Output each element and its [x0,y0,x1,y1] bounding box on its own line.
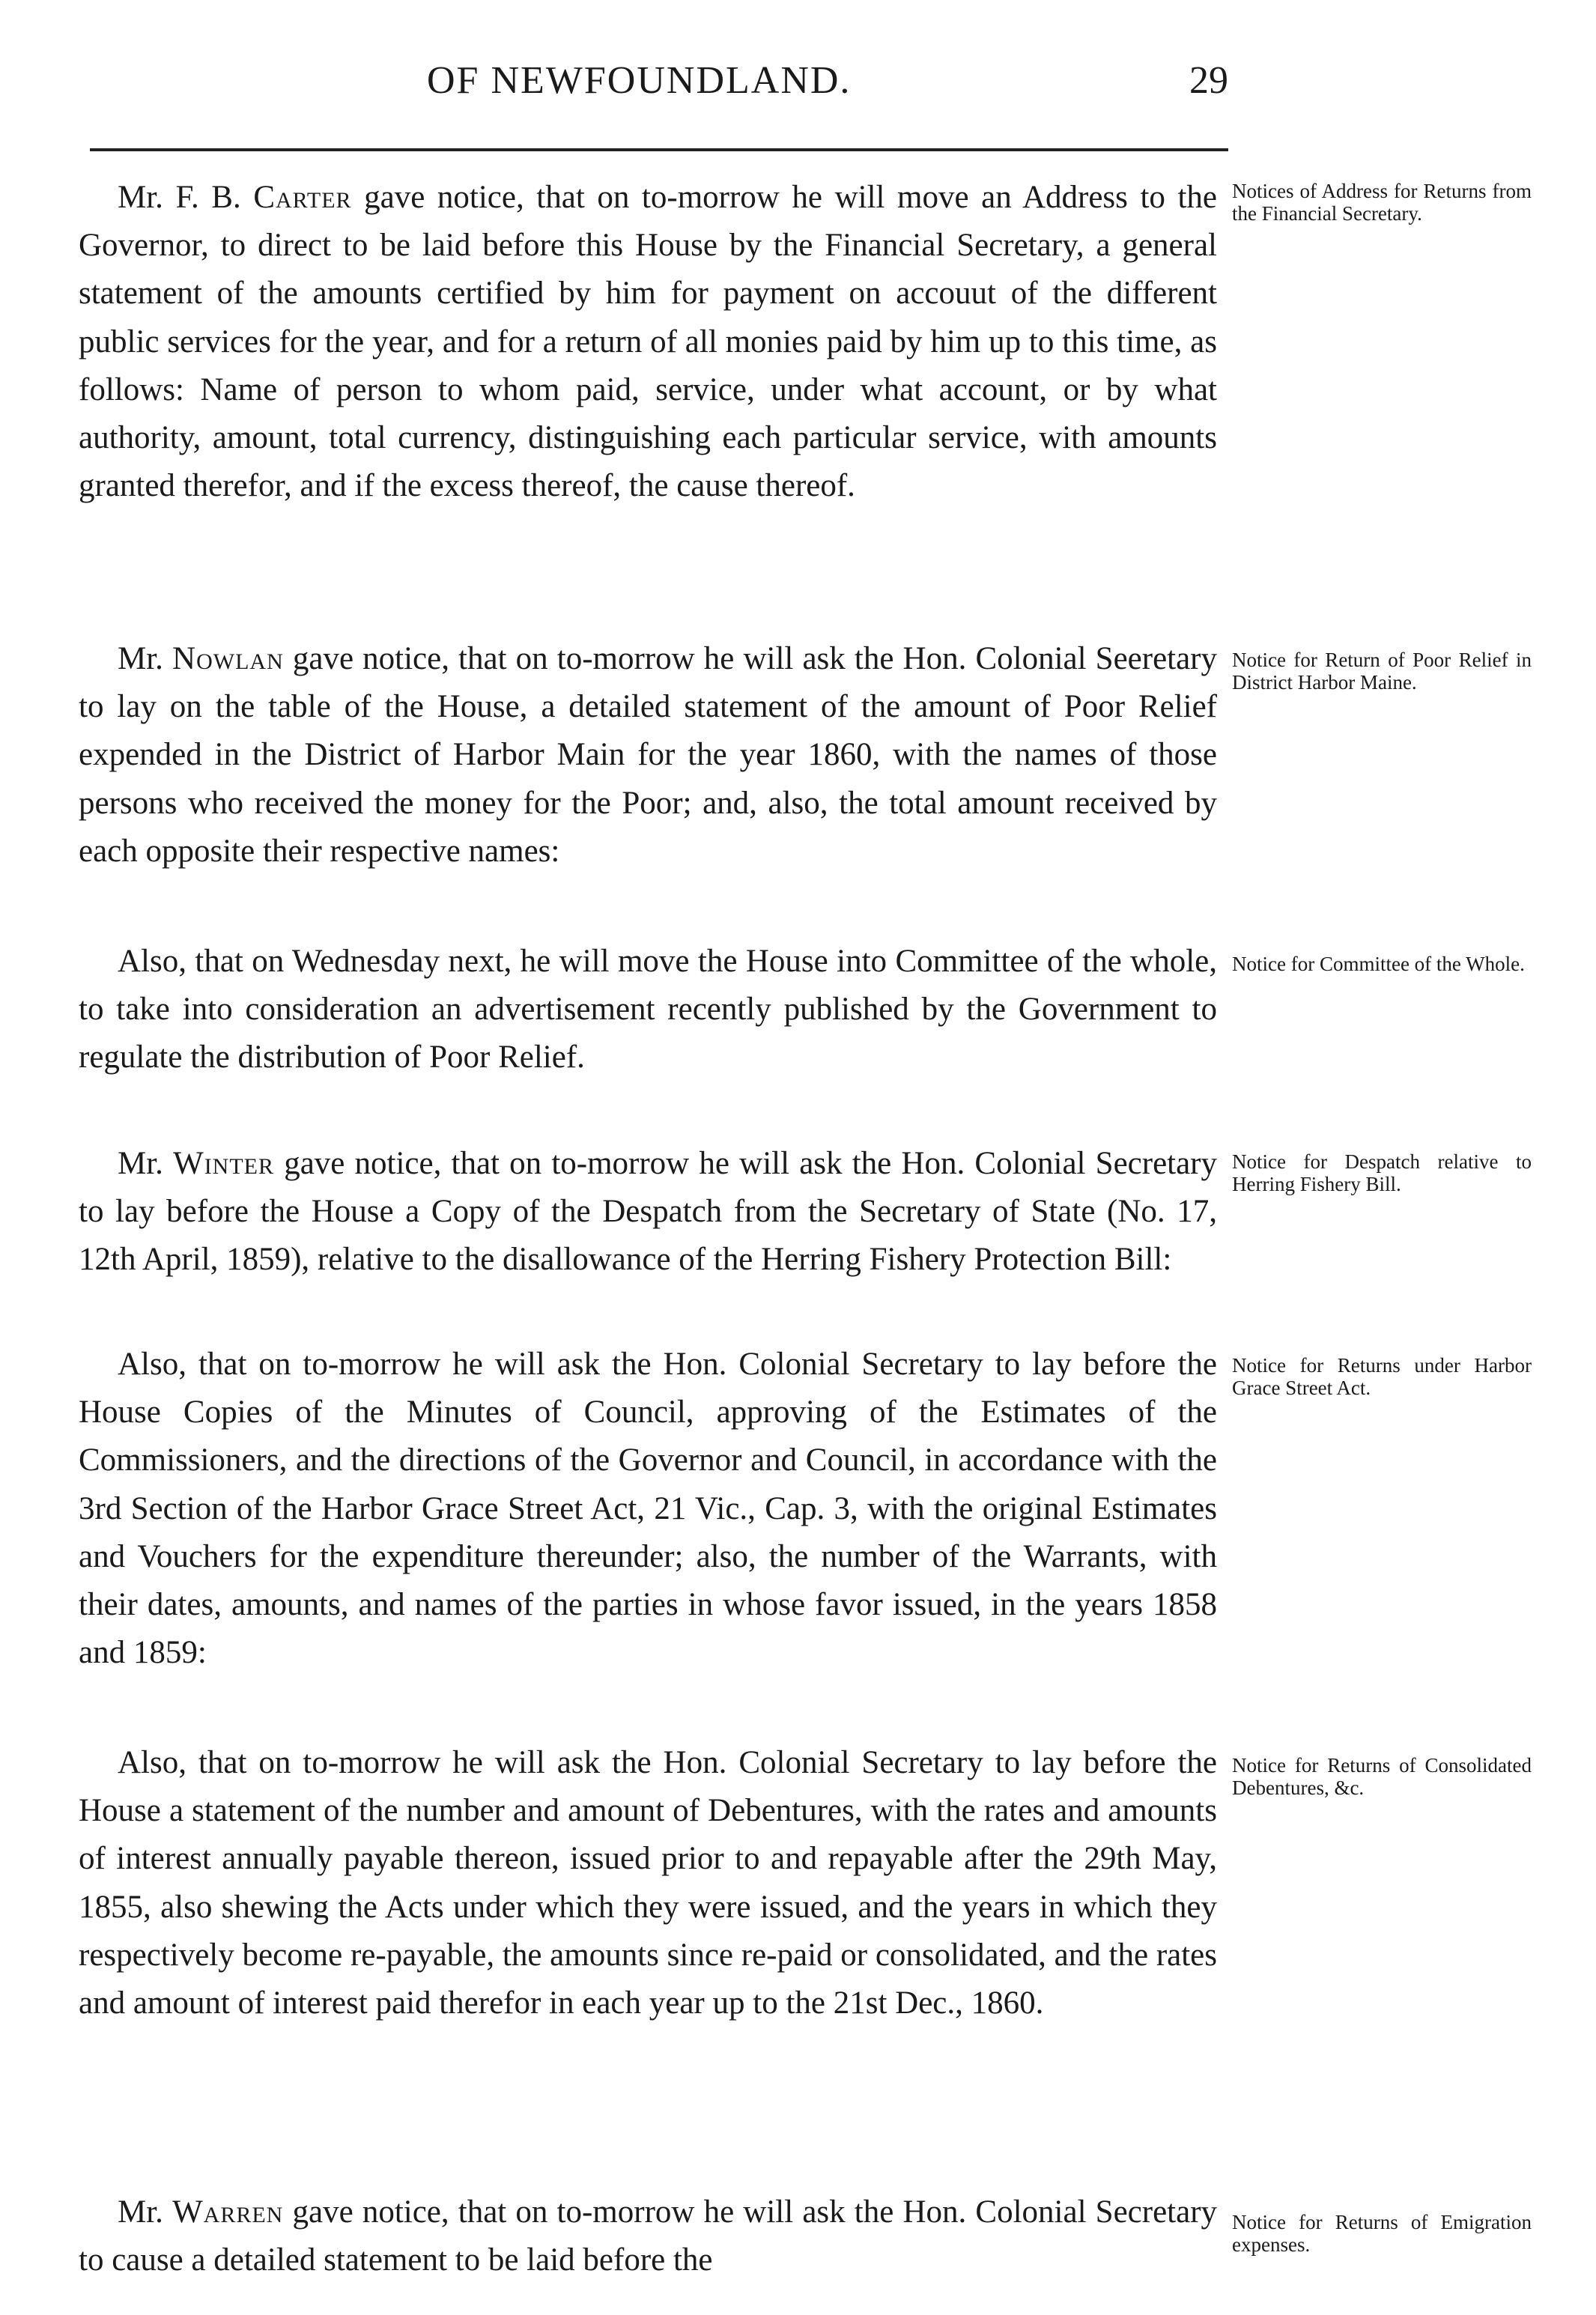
margin-note-winter: Notice for Despatch relative to Herring Fishery Bill. [1232,1150,1532,1195]
running-header [90,58,1228,111]
margin-note-harbor-grace: Notice for Returns under Harbor Grace Street Act. [1232,1354,1532,1399]
header-rule [90,148,1228,151]
entry-paragraph [79,635,1217,876]
entry-paragraph [79,1341,1217,1677]
running-title: OF NEWFOUNDLAND. [427,59,852,102]
speaker-name: Winter [173,1146,275,1181]
margin-note-warren: Notice for Returns of Emigration expenses. [1232,2211,1532,2256]
notice-entry-debentures [79,1739,1217,2027]
notice-entry-carter [79,174,1217,510]
notice-entry-nowlan [79,635,1217,876]
margin-note-debentures: Notice for Returns of Consolidated Debentures, &c. [1232,1754,1532,1799]
entry-paragraph [79,938,1217,1082]
entry-prefix: Mr. F. B. [118,180,254,215]
entry-prefix: Mr. [118,2194,173,2230]
entry-text: gave notice, that on to-morrow he will ask the Hon. Colonial Secretary to lay before the House a Copy of the Despatch from the Secretary of State (No. 17, 12th April, 1859), relative to the disallowance of the Herring Fishery Protection Bill: [79,1146,1218,1278]
margin-note-carter: Notices of Address for Returns from the Financial Secretary. [1232,180,1532,225]
entry-paragraph [79,1739,1217,2027]
entry-prefix: Mr. [118,1146,174,1181]
entry-text: gave notice, that on to-morrow he will move an Address to the Governor, to direct to be laid before this House by the Financial Secretary, a general statement of the amounts certified by him for payment on accouut of the different public services for the year, and for a return of all monies paid by him up to this time, as follows: Name of person to whom paid, service, under what account, or by what authority, amount, total currency, distinguishing each particular service, with amounts granted therefor, and if the excess thereof, the cause thereof. [79,180,1218,504]
page-number: 29 [1189,59,1228,102]
entry-text: Also, that on to-morrow he will ask the Hon. Colonial Secretary to lay before the House a statement of the number and amount of Debentures, with the rates and amounts of interest annually payable thereon, issued prior to and repayable after the 29th May, 1855, also shewing the Acts under which they were issued, and the years in which they respectively become re-payable, the amounts since re-paid or consolidated, and the rates and amount of interest paid therefor in each year up to the 21st Dec., 1860. [79,1745,1217,2021]
entry-text: gave notice, that on to-morrow he will ask the Hon. Colonial Secretary to cause a detailed statement to be laid before the [79,2194,1218,2278]
speaker-name: Carter [253,180,352,215]
entry-prefix: Mr. [118,641,173,676]
entry-text: Also, that on Wednesday next, he will move the House into Committee of the whole, to take into consideration an advertisement recently published by the Government to regulate the distribution of Poor Relief. [79,944,1217,1075]
notice-entry-warren [79,2188,1217,2284]
margin-note-nowlan: Notice for Return of Poor Relief in District Harbor Maine. [1232,649,1532,694]
entry-paragraph [79,2188,1217,2284]
notice-entry-winter [79,1140,1217,1284]
entry-paragraph [79,174,1217,510]
entry-text: gave notice, that on to-morrow he will ask the Hon. Colonial Seeretary to lay on the table of the House, a detailed statement of the amount of Poor Relief expended in the District of Harbor Main for the year 1860, with the names of those persons who received the money for the Poor; and, also, the total amount received by each opposite their respective names: [79,641,1218,869]
notice-entry-harbor-grace [79,1341,1217,1677]
margin-note-committee: Notice for Committee of the Whole. [1232,953,1525,975]
speaker-name: Warren [172,2194,284,2230]
notice-entry-committee [79,938,1217,1082]
entry-text: Also, that on to-morrow he will ask the Hon. Colonial Secretary to lay before the House Copies of the Minutes of Council, approving of the Estimates of the Commissioners, and the directions of the Governor and Council, in accordance with the 3rd Section of the Harbor Grace Street Act, 21 Vic., Cap. 3, with the original Estimates and Vouchers for the expenditure thereunder; also, the number of the Warrants, with their dates, amounts, and names of the parties in whose favor issued, in the years 1858 and 1859: [79,1347,1217,1671]
speaker-name: Nowlan [172,641,284,676]
entry-paragraph [79,1140,1217,1284]
